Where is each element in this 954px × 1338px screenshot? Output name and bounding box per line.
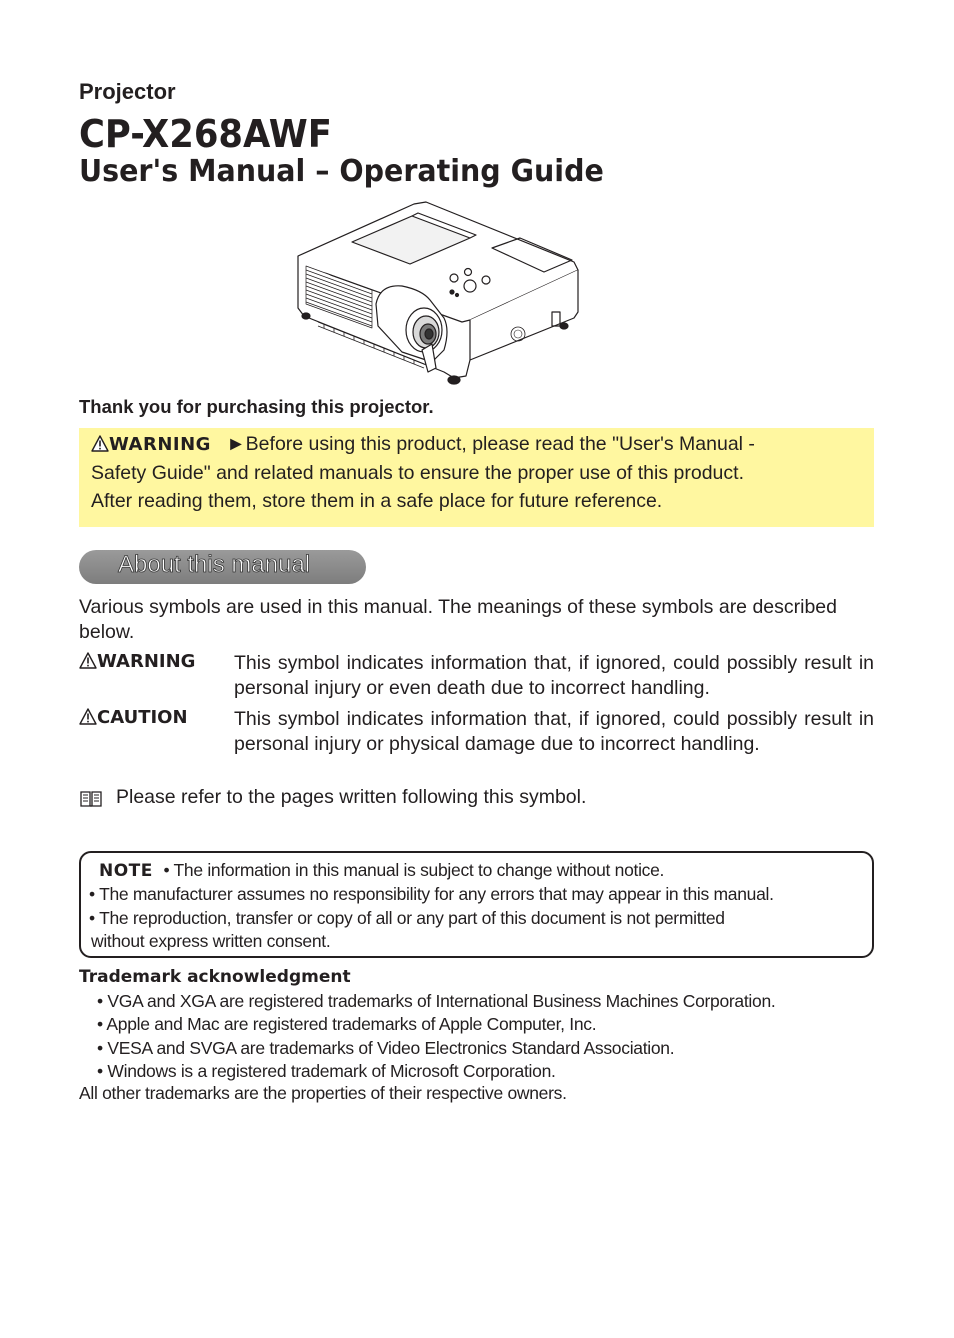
projector-illustration	[294, 200, 584, 392]
refer-text: Please refer to the pages written following this symbol.	[116, 786, 587, 808]
trademark-item: • VESA and SVGA are trademarks of Video Electronics Standard Association.	[97, 1038, 675, 1058]
warning-text-2: Safety Guide" and related manuals to ensure the proper use of this product.	[91, 462, 744, 484]
thank-you-text: Thank you for purchasing this projector.	[79, 396, 434, 417]
note-line-1	[99, 860, 664, 881]
warning-label: WARNING	[97, 651, 196, 672]
section-title: About this manual	[118, 551, 311, 578]
note-line-2: • The manufacturer assumes no responsibility for any errors that may appear in this manual.	[89, 884, 774, 904]
caution-label: CAUTION	[97, 707, 188, 728]
trademark-item: • VGA and XGA are registered trademarks of International Business Machines Corporation.	[97, 991, 776, 1011]
note-line-3: • The reproduction, transfer or copy of all or any part of this document is not permitted	[89, 908, 725, 928]
warning-text-1: Before using this product, please read the "User's Manual -	[245, 433, 755, 455]
note-box	[79, 851, 874, 958]
manual-subtitle: User's Manual – Operating Guide	[79, 154, 604, 189]
trademark-footer: All other trademarks are the properties of their respective owners.	[79, 1083, 567, 1103]
symbol-caution-desc: This symbol indicates information that, if ignored, could possibly result in personal injury or physical damage due to incorrect handling.	[234, 708, 874, 755]
note-label: NOTE	[99, 861, 153, 881]
symbol-warning-desc: This symbol indicates information that, if ignored, could possibly result in personal injury or even death due to incorrect handling.	[234, 652, 874, 699]
symbol-warning-label	[79, 651, 195, 672]
caution-triangle-icon	[79, 708, 97, 725]
warning-box-line-1	[91, 430, 755, 459]
note-text-1: • The information in this manual is subject to change without notice.	[163, 860, 665, 880]
trademark-title: Trademark acknowledgment	[79, 967, 351, 987]
arrow-icon: ►	[226, 433, 246, 455]
warning-triangle-icon	[79, 652, 97, 669]
warning-box	[79, 428, 874, 527]
warning-triangle-icon	[91, 435, 109, 452]
symbol-caution-label	[79, 707, 188, 728]
trademark-item: • Windows is a registered trademark of Microsoft Corporation.	[97, 1061, 556, 1081]
document-category: Projector	[79, 79, 176, 104]
section-header	[79, 550, 366, 584]
warning-label: WARNING	[109, 434, 211, 455]
note-line-4: without express written consent.	[91, 931, 331, 951]
trademark-item: • Apple and Mac are registered trademarks of Apple Computer, Inc.	[97, 1014, 597, 1034]
intro-text: Various symbols are used in this manual. The meanings of these symbols are described below.	[79, 596, 837, 643]
warning-text-3: After reading them, store them in a safe place for future reference.	[91, 490, 663, 512]
model-title: CP-X268AWF	[79, 112, 332, 156]
book-icon	[80, 789, 102, 808]
